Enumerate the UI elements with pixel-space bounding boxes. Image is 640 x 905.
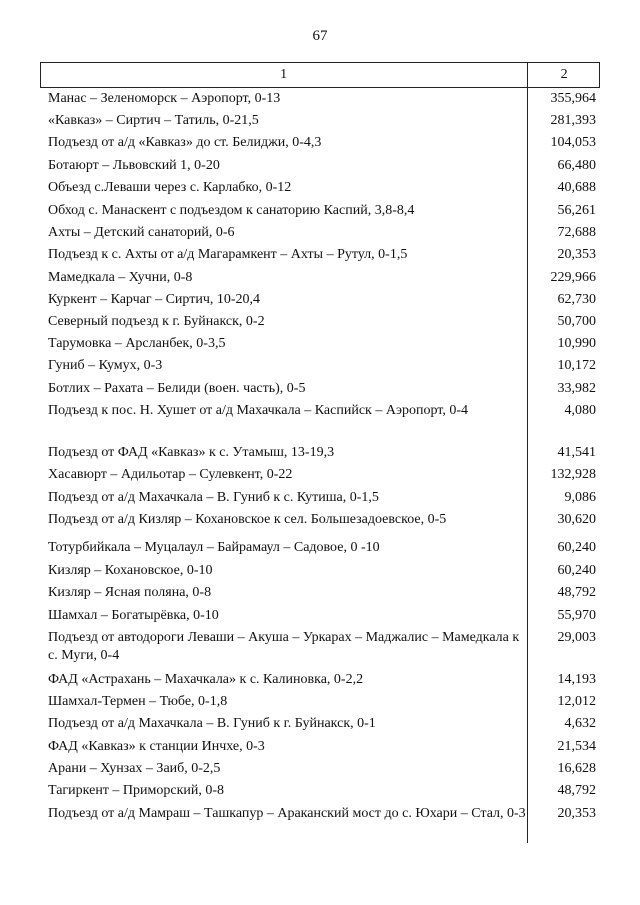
value-text: 50,700: [557, 314, 596, 329]
table-row: [40, 582, 600, 605]
page-number: 67: [312, 28, 328, 44]
road-name-cell: Тотурбийкала – Муцалаул – Байрамаул – Садовое, 0 -10: [40, 537, 528, 560]
value-text: 41,541: [557, 445, 596, 460]
road-name-cell: Подъезд от автодороги Леваши – Акуша – Уркарах – Маджалис – Мамедкала к с. Муги, 0-4: [40, 627, 528, 669]
value-cell: [528, 244, 600, 267]
value-text: 4,080: [564, 403, 596, 418]
value-cell: [528, 509, 600, 537]
table-row: [40, 355, 600, 378]
value-text: 132,928: [550, 467, 596, 482]
road-name-cell: Обход с. Манаскент с подъездом к санаторию Каспий, 3,8-8,4: [40, 200, 528, 222]
value-cell: [528, 267, 600, 289]
value-text: 60,240: [557, 540, 596, 555]
table-row: [40, 669, 600, 691]
header-col-1: 1: [40, 63, 528, 87]
value-cell: [528, 464, 600, 487]
value-text: 29,003: [557, 630, 596, 645]
table-row: [40, 311, 600, 333]
value-cell: [528, 736, 600, 758]
table-left-border: [40, 62, 41, 87]
road-name-cell: Подъезд к с. Ахты от а/д Магарамкент – Ахты – Рутул, 0-1,5: [40, 244, 528, 267]
road-name-cell: Подъезд от а/д Кизляр – Кохановское к сел. Большезадоевское, 0-5: [40, 509, 528, 537]
value-text: 229,966: [550, 270, 596, 285]
road-name-cell: Манас – Зеленоморск – Аэропорт, 0-13: [40, 88, 528, 110]
value-text: 62,730: [557, 292, 596, 307]
value-text: 12,012: [557, 694, 596, 709]
road-name-cell: Ботлих – Рахата – Белиди (воен. часть), 0-5: [40, 378, 528, 400]
table-row: [40, 736, 600, 758]
table-row: [40, 509, 600, 537]
road-name-cell: Подъезд к пос. Н. Хушет от а/д Махачкала – Каспийск – Аэропорт, 0-4: [40, 400, 528, 442]
value-cell: [528, 713, 600, 736]
road-name-cell: Хасавюрт – Адильотар – Сулевкент, 0-22: [40, 464, 528, 487]
road-name-cell: Тарумовка – Арсланбек, 0-3,5: [40, 333, 528, 355]
table-row: [40, 88, 600, 110]
table-row: [40, 758, 600, 780]
table-row: [40, 267, 600, 289]
road-name-cell: «Кавказ» – Сиртич – Татиль, 0-21,5: [40, 110, 528, 132]
value-cell: [528, 200, 600, 222]
table-row: [40, 155, 600, 177]
table-row: [40, 200, 600, 222]
value-cell: [528, 780, 600, 803]
value-cell: [528, 289, 600, 311]
value-cell: [528, 378, 600, 400]
value-cell: [528, 627, 600, 669]
value-text: 21,534: [557, 739, 596, 754]
road-name-cell: ФАД «Кавказ» к станции Инчхе, 0-3: [40, 736, 528, 758]
value-text: 30,620: [557, 512, 596, 527]
table-row: [40, 400, 600, 442]
value-text: 56,261: [557, 203, 596, 218]
table-row: [40, 803, 600, 843]
value-cell: [528, 400, 600, 442]
road-name-cell: Мамедкала – Хучни, 0-8: [40, 267, 528, 289]
table-row: [40, 691, 600, 713]
value-cell: [528, 222, 600, 244]
table-row: [40, 110, 600, 132]
table-row: [40, 177, 600, 200]
road-name-cell: Шамхал-Термен – Тюбе, 0-1,8: [40, 691, 528, 713]
value-text: 20,353: [557, 247, 596, 262]
table-row: [40, 627, 600, 669]
road-name-cell: Шамхал – Богатырёвка, 0-10: [40, 605, 528, 627]
value-text: 281,393: [550, 113, 596, 128]
value-cell: [528, 333, 600, 355]
table-row: [40, 464, 600, 487]
table-row: [40, 132, 600, 155]
value-cell: [528, 132, 600, 155]
road-name-cell: Подъезд от ФАД «Кавказ» к с. Утамыш, 13-19,3: [40, 442, 528, 464]
table-row: [40, 333, 600, 355]
value-text: 9,086: [564, 490, 596, 505]
value-cell: [528, 803, 600, 843]
table-row: [40, 289, 600, 311]
value-text: 60,240: [557, 563, 596, 578]
road-name-cell: Кизляр – Кохановское, 0-10: [40, 560, 528, 582]
value-cell: [528, 605, 600, 627]
value-cell: [528, 537, 600, 560]
value-cell: [528, 155, 600, 177]
table-row: [40, 487, 600, 509]
table-header: [40, 63, 600, 88]
value-cell: [528, 669, 600, 691]
value-cell: [528, 110, 600, 132]
value-cell: [528, 487, 600, 509]
road-name-cell: Ахты – Детский санаторий, 0-6: [40, 222, 528, 244]
value-text: 4,632: [564, 716, 596, 731]
road-name-cell: Кизляр – Ясная поляна, 0-8: [40, 582, 528, 605]
value-text: 10,172: [557, 358, 596, 373]
table-row: [40, 244, 600, 267]
value-text: 48,792: [557, 585, 596, 600]
table-row: [40, 378, 600, 400]
value-cell: [528, 88, 600, 110]
value-text: 72,688: [557, 225, 596, 240]
value-text: 48,792: [557, 783, 596, 798]
road-name-cell: Куркент – Карчаг – Сиртич, 10-20,4: [40, 289, 528, 311]
road-name-cell: Подъезд от а/д Махачкала – В. Гуниб к с. Кутиша, 0-1,5: [40, 487, 528, 509]
value-text: 16,628: [557, 761, 596, 776]
road-name-cell: ФАД «Астрахань – Махачкала» к с. Калиновка, 0-2,2: [40, 669, 528, 691]
road-name-cell: Арани – Хунзах – Заиб, 0-2,5: [40, 758, 528, 780]
value-cell: [528, 691, 600, 713]
road-name-cell: Подъезд от а/д Мамраш – Ташкапур – Араканский мост до с. Юхари – Стал, 0-3: [40, 803, 528, 843]
road-name-cell: Тагиркент – Приморский, 0-8: [40, 780, 528, 803]
value-text: 14,193: [557, 672, 596, 687]
value-cell: [528, 442, 600, 464]
value-text: 66,480: [557, 158, 596, 173]
value-cell: [528, 758, 600, 780]
table-body: [40, 88, 600, 843]
value-text: 40,688: [557, 180, 596, 195]
table-row: [40, 560, 600, 582]
value-text: 33,982: [557, 381, 596, 396]
value-cell: [528, 355, 600, 378]
value-cell: [528, 177, 600, 200]
road-name-cell: Объезд с.Леваши через с. Карлабко, 0-12: [40, 177, 528, 200]
table-right-border: [599, 62, 600, 87]
road-name-cell: Подъезд от а/д Махачкала – В. Гуниб к г. Буйнакск, 0-1: [40, 713, 528, 736]
table-row: [40, 713, 600, 736]
road-name-cell: Северный подъезд к г. Буйнакск, 0-2: [40, 311, 528, 333]
value-cell: [528, 560, 600, 582]
road-name-cell: Ботаюрт – Львовский 1, 0-20: [40, 155, 528, 177]
value-cell: [528, 582, 600, 605]
table-row: [40, 537, 600, 560]
road-table: [40, 62, 600, 843]
value-text: 104,053: [550, 135, 596, 150]
table-row: [40, 222, 600, 244]
table-row: [40, 442, 600, 464]
road-name-cell: Гуниб – Кумух, 0-3: [40, 355, 528, 378]
value-text: 355,964: [550, 91, 596, 106]
value-cell: [528, 311, 600, 333]
road-name-cell: Подъезд от а/д «Кавказ» до ст. Белиджи, 0-4,3: [40, 132, 528, 155]
value-text: 10,990: [557, 336, 596, 351]
header-col-2: 2: [560, 67, 568, 82]
table-row: [40, 605, 600, 627]
value-text: 55,970: [557, 608, 596, 623]
value-text: 20,353: [557, 806, 596, 821]
table-row: [40, 780, 600, 803]
